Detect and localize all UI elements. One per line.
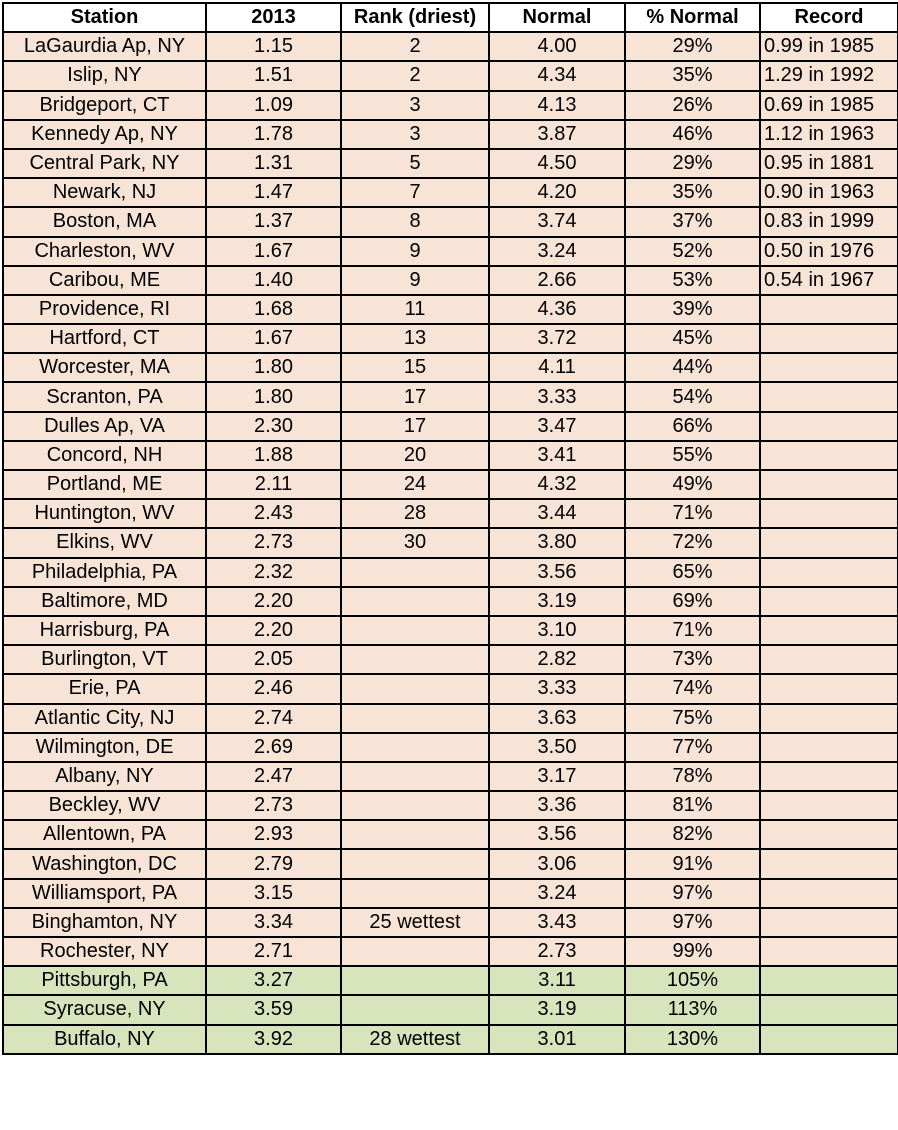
value-2013-cell: 1.78 [206, 120, 341, 149]
table-row [3, 1025, 898, 1054]
rank-cell [341, 558, 489, 587]
station-cell: Caribou, ME [3, 266, 206, 295]
record-cell [760, 908, 898, 937]
percent-normal-cell: 130% [625, 1025, 760, 1054]
normal-cell: 3.74 [489, 207, 625, 236]
rank-cell: 9 [341, 237, 489, 266]
header-rank: Rank (driest) [341, 3, 489, 32]
rank-cell [341, 704, 489, 733]
rank-cell: 2 [341, 32, 489, 61]
table-row [3, 645, 898, 674]
station-cell: Concord, NH [3, 441, 206, 470]
station-cell: Allentown, PA [3, 820, 206, 849]
rank-cell [341, 966, 489, 995]
normal-cell: 3.17 [489, 762, 625, 791]
station-cell: Portland, ME [3, 470, 206, 499]
record-cell [760, 733, 898, 762]
value-2013-cell: 2.69 [206, 733, 341, 762]
table-row [3, 879, 898, 908]
record-cell [760, 849, 898, 878]
value-2013-cell: 2.74 [206, 704, 341, 733]
station-cell: Buffalo, NY [3, 1025, 206, 1054]
value-2013-cell: 3.92 [206, 1025, 341, 1054]
header-percent-normal: % Normal [625, 3, 760, 32]
normal-cell: 3.10 [489, 616, 625, 645]
value-2013-cell: 1.37 [206, 207, 341, 236]
station-cell: Boston, MA [3, 207, 206, 236]
value-2013-cell: 1.80 [206, 353, 341, 382]
record-cell [760, 820, 898, 849]
station-cell: Pittsburgh, PA [3, 966, 206, 995]
percent-normal-cell: 55% [625, 441, 760, 470]
record-cell [760, 937, 898, 966]
normal-cell: 4.36 [489, 295, 625, 324]
value-2013-cell: 1.47 [206, 178, 341, 207]
header-2013: 2013 [206, 3, 341, 32]
percent-normal-cell: 35% [625, 178, 760, 207]
normal-cell: 3.41 [489, 441, 625, 470]
value-2013-cell: 1.09 [206, 91, 341, 120]
station-cell: Worcester, MA [3, 353, 206, 382]
percent-normal-cell: 53% [625, 266, 760, 295]
rank-cell [341, 733, 489, 762]
rank-cell: 24 [341, 470, 489, 499]
rank-cell: 13 [341, 324, 489, 353]
normal-cell: 3.06 [489, 849, 625, 878]
normal-cell: 4.32 [489, 470, 625, 499]
station-cell: Charleston, WV [3, 237, 206, 266]
table-row [3, 791, 898, 820]
value-2013-cell: 2.47 [206, 762, 341, 791]
percent-normal-cell: 49% [625, 470, 760, 499]
value-2013-cell: 1.40 [206, 266, 341, 295]
rank-cell [341, 587, 489, 616]
table-row [3, 237, 898, 266]
table-body [3, 32, 898, 1054]
record-cell: 0.83 in 1999 [760, 207, 898, 236]
rank-cell [341, 995, 489, 1024]
station-cell: Atlantic City, NJ [3, 704, 206, 733]
percent-normal-cell: 44% [625, 353, 760, 382]
normal-cell: 3.01 [489, 1025, 625, 1054]
percent-normal-cell: 65% [625, 558, 760, 587]
table-row [3, 412, 898, 441]
table-row [3, 382, 898, 411]
value-2013-cell: 2.11 [206, 470, 341, 499]
rank-cell [341, 849, 489, 878]
normal-cell: 3.36 [489, 791, 625, 820]
percent-normal-cell: 71% [625, 499, 760, 528]
record-cell [760, 616, 898, 645]
rank-cell: 3 [341, 91, 489, 120]
normal-cell: 4.11 [489, 353, 625, 382]
table-row [3, 324, 898, 353]
percent-normal-cell: 82% [625, 820, 760, 849]
table-row [3, 820, 898, 849]
percent-normal-cell: 113% [625, 995, 760, 1024]
station-cell: Scranton, PA [3, 382, 206, 411]
station-cell: Williamsport, PA [3, 879, 206, 908]
station-cell: Huntington, WV [3, 499, 206, 528]
station-cell: Albany, NY [3, 762, 206, 791]
record-cell [760, 966, 898, 995]
value-2013-cell: 2.73 [206, 528, 341, 557]
station-cell: Erie, PA [3, 674, 206, 703]
percent-normal-cell: 97% [625, 908, 760, 937]
table-row [3, 937, 898, 966]
rank-cell: 8 [341, 207, 489, 236]
value-2013-cell: 1.80 [206, 382, 341, 411]
percent-normal-cell: 105% [625, 966, 760, 995]
rank-cell: 28 wettest [341, 1025, 489, 1054]
normal-cell: 3.50 [489, 733, 625, 762]
record-cell: 0.90 in 1963 [760, 178, 898, 207]
station-cell: Washington, DC [3, 849, 206, 878]
value-2013-cell: 1.68 [206, 295, 341, 324]
record-cell [760, 353, 898, 382]
record-cell: 0.50 in 1976 [760, 237, 898, 266]
table-row [3, 704, 898, 733]
rank-cell: 2 [341, 61, 489, 90]
record-cell [760, 558, 898, 587]
table-row [3, 266, 898, 295]
rank-cell [341, 616, 489, 645]
normal-cell: 3.56 [489, 820, 625, 849]
percent-normal-cell: 29% [625, 32, 760, 61]
normal-cell: 4.50 [489, 149, 625, 178]
normal-cell: 3.56 [489, 558, 625, 587]
record-cell: 1.12 in 1963 [760, 120, 898, 149]
record-cell [760, 704, 898, 733]
station-cell: Harrisburg, PA [3, 616, 206, 645]
percent-normal-cell: 39% [625, 295, 760, 324]
station-cell: Baltimore, MD [3, 587, 206, 616]
record-cell [760, 879, 898, 908]
rank-cell: 5 [341, 149, 489, 178]
value-2013-cell: 2.20 [206, 616, 341, 645]
station-cell: LaGaurdia Ap, NY [3, 32, 206, 61]
table-row [3, 178, 898, 207]
value-2013-cell: 2.93 [206, 820, 341, 849]
station-cell: Syracuse, NY [3, 995, 206, 1024]
rank-cell: 20 [341, 441, 489, 470]
table-row [3, 587, 898, 616]
percent-normal-cell: 52% [625, 237, 760, 266]
value-2013-cell: 1.15 [206, 32, 341, 61]
value-2013-cell: 3.27 [206, 966, 341, 995]
value-2013-cell: 1.67 [206, 237, 341, 266]
normal-cell: 4.13 [489, 91, 625, 120]
record-cell [760, 528, 898, 557]
percent-normal-cell: 78% [625, 762, 760, 791]
normal-cell: 2.82 [489, 645, 625, 674]
table-row [3, 558, 898, 587]
record-cell [760, 324, 898, 353]
value-2013-cell: 2.79 [206, 849, 341, 878]
station-cell: Rochester, NY [3, 937, 206, 966]
record-cell [760, 412, 898, 441]
normal-cell: 3.33 [489, 382, 625, 411]
table-row [3, 295, 898, 324]
value-2013-cell: 2.46 [206, 674, 341, 703]
station-cell: Burlington, VT [3, 645, 206, 674]
value-2013-cell: 2.71 [206, 937, 341, 966]
percent-normal-cell: 97% [625, 879, 760, 908]
record-cell: 0.95 in 1881 [760, 149, 898, 178]
table-row [3, 966, 898, 995]
rank-cell [341, 674, 489, 703]
value-2013-cell: 3.34 [206, 908, 341, 937]
station-cell: Dulles Ap, VA [3, 412, 206, 441]
header-record: Record [760, 3, 898, 32]
table-row [3, 32, 898, 61]
record-cell [760, 499, 898, 528]
rank-cell: 17 [341, 412, 489, 441]
table-row [3, 441, 898, 470]
station-cell: Kennedy Ap, NY [3, 120, 206, 149]
table-row [3, 207, 898, 236]
table-row [3, 762, 898, 791]
station-cell: Islip, NY [3, 61, 206, 90]
value-2013-cell: 2.32 [206, 558, 341, 587]
percent-normal-cell: 74% [625, 674, 760, 703]
percent-normal-cell: 75% [625, 704, 760, 733]
table-row [3, 149, 898, 178]
rank-cell: 17 [341, 382, 489, 411]
header-row [3, 3, 898, 32]
rank-cell [341, 937, 489, 966]
percent-normal-cell: 45% [625, 324, 760, 353]
value-2013-cell: 3.59 [206, 995, 341, 1024]
normal-cell: 3.47 [489, 412, 625, 441]
normal-cell: 3.87 [489, 120, 625, 149]
table-row [3, 908, 898, 937]
record-cell: 1.29 in 1992 [760, 61, 898, 90]
rank-cell: 30 [341, 528, 489, 557]
station-cell: Bridgeport, CT [3, 91, 206, 120]
record-cell: 0.54 in 1967 [760, 266, 898, 295]
rank-cell: 7 [341, 178, 489, 207]
record-cell [760, 587, 898, 616]
percent-normal-cell: 72% [625, 528, 760, 557]
normal-cell: 3.24 [489, 879, 625, 908]
rank-cell [341, 645, 489, 674]
percent-normal-cell: 99% [625, 937, 760, 966]
record-cell [760, 382, 898, 411]
record-cell [760, 791, 898, 820]
percent-normal-cell: 91% [625, 849, 760, 878]
value-2013-cell: 2.73 [206, 791, 341, 820]
normal-cell: 3.11 [489, 966, 625, 995]
header-normal: Normal [489, 3, 625, 32]
station-cell: Philadelphia, PA [3, 558, 206, 587]
table-row [3, 674, 898, 703]
percent-normal-cell: 77% [625, 733, 760, 762]
rank-cell: 15 [341, 353, 489, 382]
station-cell: Binghamton, NY [3, 908, 206, 937]
record-cell [760, 295, 898, 324]
table-row [3, 91, 898, 120]
normal-cell: 2.73 [489, 937, 625, 966]
percent-normal-cell: 37% [625, 207, 760, 236]
station-cell: Central Park, NY [3, 149, 206, 178]
normal-cell: 3.72 [489, 324, 625, 353]
percent-normal-cell: 29% [625, 149, 760, 178]
value-2013-cell: 1.88 [206, 441, 341, 470]
percent-normal-cell: 81% [625, 791, 760, 820]
normal-cell: 3.80 [489, 528, 625, 557]
normal-cell: 2.66 [489, 266, 625, 295]
normal-cell: 3.24 [489, 237, 625, 266]
normal-cell: 3.44 [489, 499, 625, 528]
normal-cell: 3.63 [489, 704, 625, 733]
station-cell: Hartford, CT [3, 324, 206, 353]
table-row [3, 61, 898, 90]
table-row [3, 470, 898, 499]
table-row [3, 120, 898, 149]
percent-normal-cell: 66% [625, 412, 760, 441]
station-cell: Elkins, WV [3, 528, 206, 557]
record-cell [760, 995, 898, 1024]
table-row [3, 499, 898, 528]
precipitation-table [2, 2, 898, 1055]
record-cell: 0.99 in 1985 [760, 32, 898, 61]
value-2013-cell: 1.67 [206, 324, 341, 353]
percent-normal-cell: 46% [625, 120, 760, 149]
rank-cell: 3 [341, 120, 489, 149]
table-row [3, 733, 898, 762]
rank-cell: 25 wettest [341, 908, 489, 937]
record-cell [760, 470, 898, 499]
rank-cell: 11 [341, 295, 489, 324]
percent-normal-cell: 26% [625, 91, 760, 120]
normal-cell: 3.33 [489, 674, 625, 703]
rank-cell: 9 [341, 266, 489, 295]
percent-normal-cell: 69% [625, 587, 760, 616]
record-cell: 0.69 in 1985 [760, 91, 898, 120]
rank-cell [341, 791, 489, 820]
percent-normal-cell: 71% [625, 616, 760, 645]
record-cell [760, 1025, 898, 1054]
percent-normal-cell: 35% [625, 61, 760, 90]
station-cell: Providence, RI [3, 295, 206, 324]
value-2013-cell: 2.30 [206, 412, 341, 441]
normal-cell: 4.34 [489, 61, 625, 90]
table-row [3, 995, 898, 1024]
table-row [3, 849, 898, 878]
value-2013-cell: 1.51 [206, 61, 341, 90]
station-cell: Beckley, WV [3, 791, 206, 820]
normal-cell: 3.19 [489, 587, 625, 616]
station-cell: Newark, NJ [3, 178, 206, 207]
normal-cell: 4.20 [489, 178, 625, 207]
rank-cell [341, 762, 489, 791]
record-cell [760, 441, 898, 470]
rank-cell: 28 [341, 499, 489, 528]
percent-normal-cell: 73% [625, 645, 760, 674]
value-2013-cell: 3.15 [206, 879, 341, 908]
value-2013-cell: 2.43 [206, 499, 341, 528]
normal-cell: 3.19 [489, 995, 625, 1024]
percent-normal-cell: 54% [625, 382, 760, 411]
normal-cell: 3.43 [489, 908, 625, 937]
table-row [3, 616, 898, 645]
record-cell [760, 645, 898, 674]
station-cell: Wilmington, DE [3, 733, 206, 762]
header-station: Station [3, 3, 206, 32]
rank-cell [341, 820, 489, 849]
value-2013-cell: 1.31 [206, 149, 341, 178]
value-2013-cell: 2.05 [206, 645, 341, 674]
normal-cell: 4.00 [489, 32, 625, 61]
table-row [3, 353, 898, 382]
rank-cell [341, 879, 489, 908]
record-cell [760, 762, 898, 791]
table-row [3, 528, 898, 557]
value-2013-cell: 2.20 [206, 587, 341, 616]
record-cell [760, 674, 898, 703]
